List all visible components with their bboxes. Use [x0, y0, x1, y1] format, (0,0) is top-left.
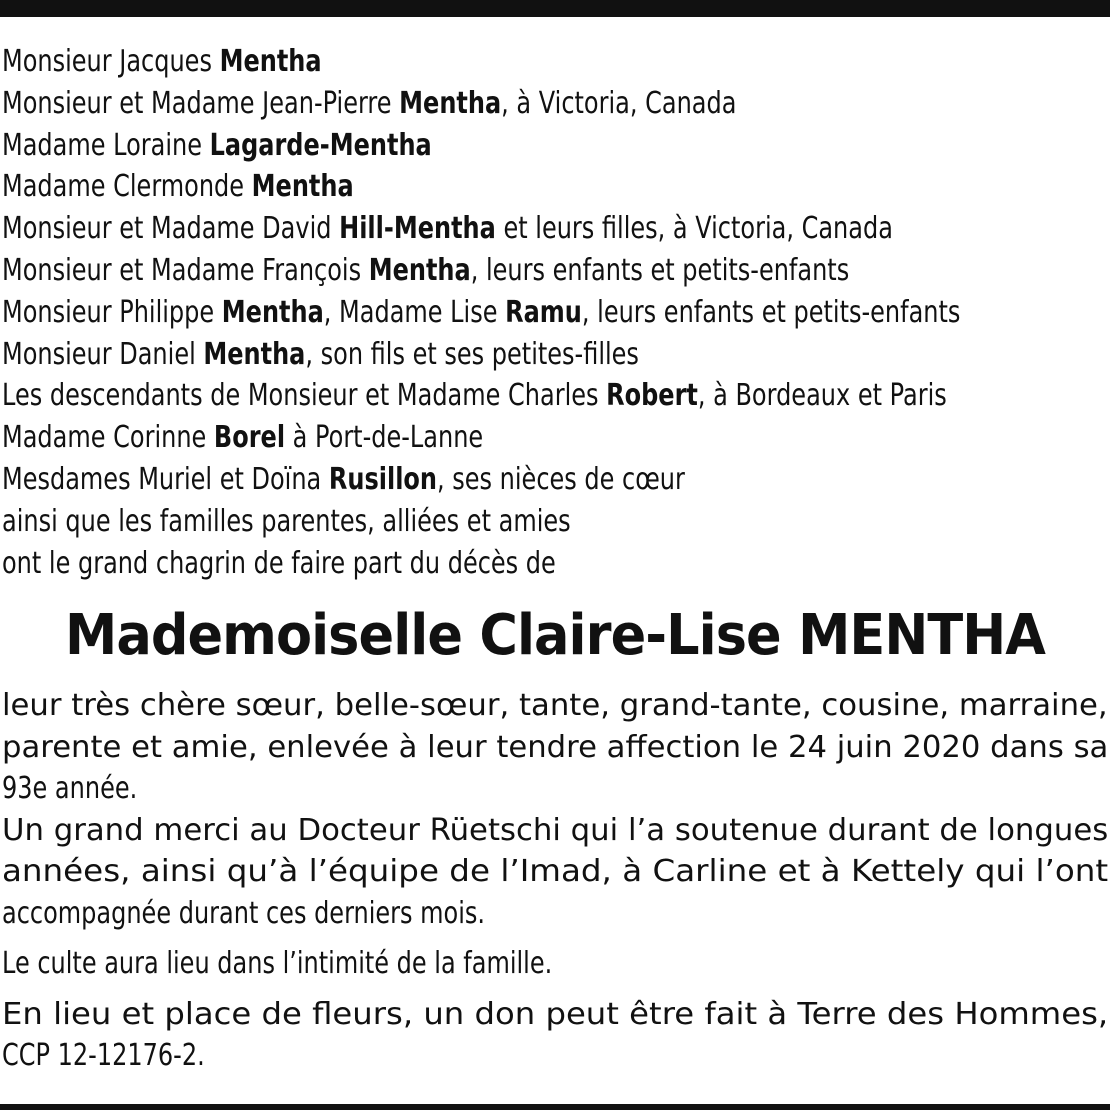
family-text: et leurs filles, à Victoria, Canada — [495, 211, 893, 247]
family-text: Mesdames Muriel et Doïna — [2, 461, 329, 497]
family-text: Madame Loraine — [2, 127, 210, 163]
notice-paragraph — [2, 810, 1108, 935]
notice-paragraph — [2, 685, 1108, 810]
family-text: à Port-de-Lanne — [285, 420, 484, 456]
family-text: Madame Clermonde — [2, 169, 252, 205]
family-surname: Rusillon — [328, 461, 438, 497]
family-text: Monsieur et Madame François — [2, 252, 369, 288]
family-text: , son fils et ses petites-filles — [305, 336, 639, 372]
paragraph-line: Un grand merci au Docteur Rüetschi qui l’a soutenue durant de longues — [2, 812, 1109, 848]
paragraph-line: En lieu et place de fleurs, un don peut être fait à Terre des Hommes, — [2, 996, 1109, 1032]
notice-paragraph — [2, 994, 1108, 1077]
family-line — [2, 543, 887, 585]
family-text: , ses nièces de cœur — [437, 461, 685, 497]
notice-paragraph — [2, 943, 1108, 985]
family-surname: Mentha — [251, 169, 354, 205]
family-line — [2, 375, 947, 417]
family-line — [2, 292, 961, 334]
family-list — [2, 41, 1108, 584]
family-text: Madame Corinne — [2, 420, 214, 456]
paragraph-line: accompagnée durant ces derniers mois. — [2, 895, 486, 931]
bottom-rule — [0, 1104, 1110, 1110]
family-surname: Ramu — [505, 294, 582, 330]
family-line — [2, 125, 887, 167]
family-text: , leurs enfants et petits-enfants — [470, 252, 850, 288]
family-surname: Mentha — [221, 294, 324, 330]
family-text: , à Bordeaux et Paris — [697, 378, 947, 414]
deceased-name: Mademoiselle Claire-Lise MENTHA — [65, 603, 1046, 668]
paragraph-line: parente et amie, enlevée à leur tendre affection le 24 juin 2020 dans sa — [2, 729, 1109, 765]
family-surname: Borel — [213, 420, 286, 456]
family-surname: Mentha — [219, 44, 322, 79]
family-line — [2, 250, 887, 292]
family-surname: Mentha — [399, 85, 502, 121]
family-text: , leurs enfants et petits-enfants — [581, 294, 961, 330]
paragraph-line: années, ainsi qu’à l’équipe de l’Imad, à Carline et à Kettely qui l’ont — [2, 854, 1109, 889]
family-text: Monsieur et Madame David — [2, 211, 340, 247]
family-text: Monsieur et Madame Jean-Pierre — [2, 85, 400, 121]
family-line — [2, 501, 887, 543]
family-text: , Madame Lise — [323, 294, 506, 330]
family-text: ainsi que les familles parentes, alliées et amies — [2, 503, 571, 539]
family-text: Les descendants de Monsieur et Madame Charles — [2, 378, 607, 414]
family-surname: Mentha — [203, 336, 306, 372]
family-line — [2, 166, 887, 208]
notice-body — [2, 685, 1108, 1077]
family-text: Monsieur Philippe — [2, 294, 222, 330]
family-surname: Hill-Mentha — [339, 211, 496, 247]
family-text: Monsieur Jacques — [2, 44, 220, 79]
paragraph-line: 93e année. — [2, 771, 138, 806]
family-line — [2, 459, 887, 501]
paragraph-line: CCP 12-12176-2. — [2, 1038, 205, 1073]
top-rule — [0, 0, 1110, 17]
family-line — [2, 83, 887, 125]
family-text: ont le grand chagrin de faire part du décès de — [2, 545, 556, 581]
family-line — [2, 417, 887, 459]
family-line — [2, 208, 893, 250]
family-surname: Mentha — [368, 252, 471, 288]
family-line — [2, 41, 887, 83]
paragraph-line: leur très chère sœur, belle-sœur, tante, grand-tante, cousine, marraine, — [2, 688, 1108, 723]
paragraph-line: Le culte aura lieu dans l’intimité de la famille. — [2, 946, 553, 981]
family-text: Monsieur Daniel — [2, 336, 204, 372]
family-line — [2, 334, 887, 376]
family-text: , à Victoria, Canada — [501, 85, 737, 121]
family-surname: Robert — [606, 378, 698, 414]
family-surname: Lagarde-Mentha — [209, 127, 432, 163]
